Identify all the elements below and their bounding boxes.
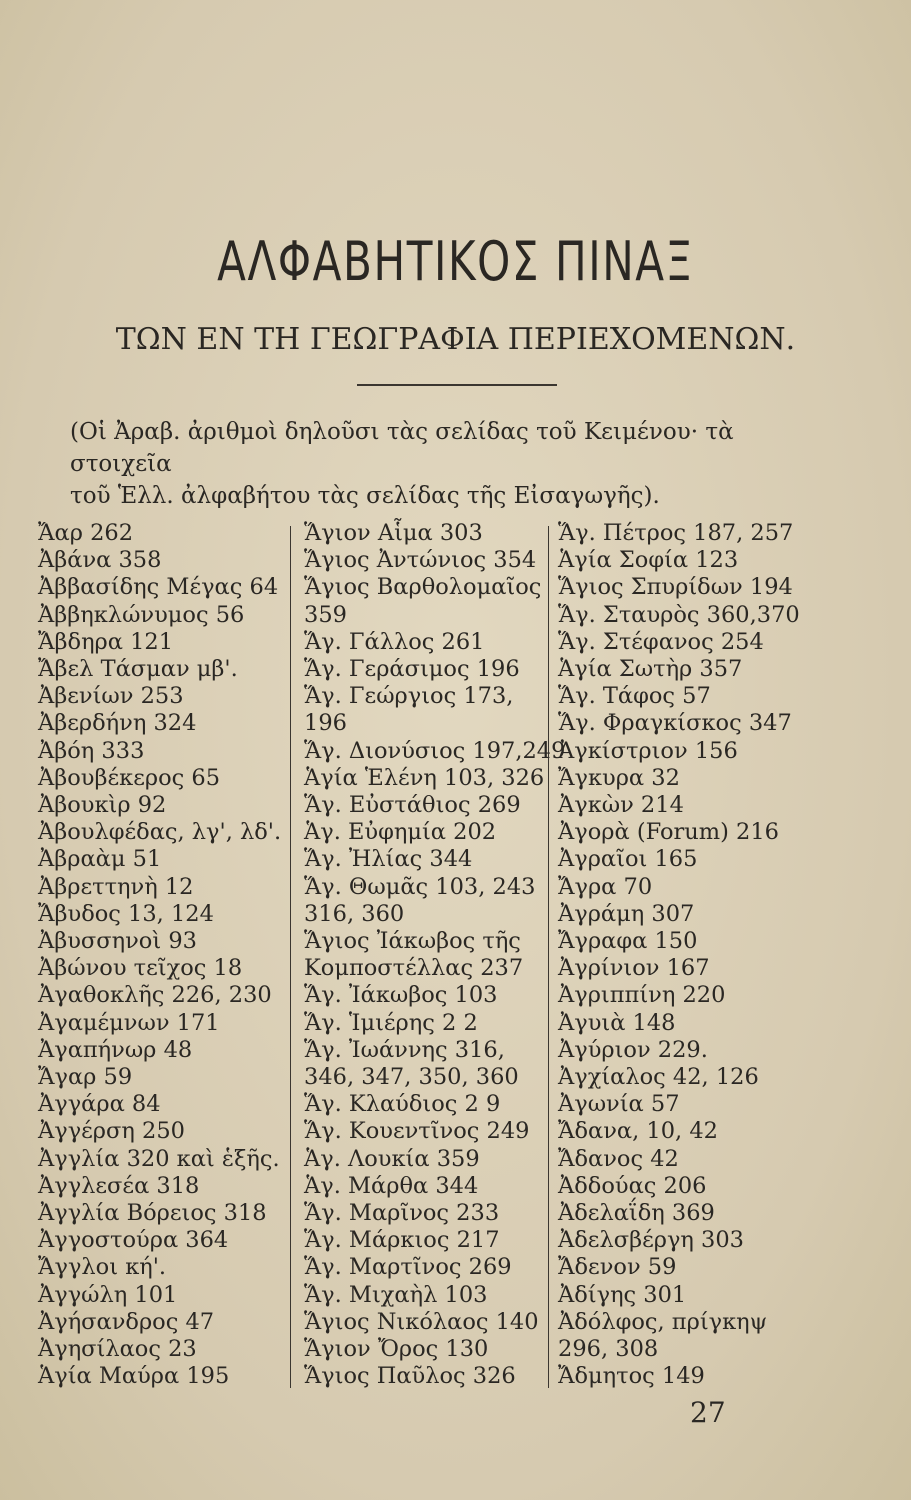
index-entry: Ἅγιος Ἰάκωβος τῆς [304, 928, 521, 955]
index-entry: Ἁγ. Μάρθα 344 [304, 1172, 479, 1199]
index-entry: Ἁγία Ἑλένη 103, 326 [304, 764, 545, 791]
index-entry: Ἀβραὰμ 51 [38, 846, 162, 873]
index-entry: Ἀββασίδης Μέγας 64 [38, 574, 279, 601]
index-entry: Ἀγριππίνη 220 [558, 982, 726, 1009]
index-entry: Ἀδίγης 301 [558, 1281, 687, 1308]
index-entry: Ἀγκὼν 214 [558, 792, 684, 819]
index-entry: Ἀγαμέμνων 171 [38, 1009, 220, 1036]
index-entry: Ἀγορὰ (Forum) 216 [558, 819, 779, 846]
page-title: ΑΛΦΑΒΗΤΙΚΟΣ ΠΙΝΑΞ [217, 230, 694, 293]
index-entry: 346, 347, 350, 360 [304, 1064, 519, 1091]
index-entry: Ἅγ. Μιχαὴλ 103 [304, 1281, 488, 1308]
index-entry: Ἀγυιὰ 148 [558, 1009, 676, 1036]
index-entry: Ἀβρεττηνὴ 12 [38, 873, 194, 900]
index-entry: Ἅγ. Ἠλίας 344 [304, 846, 473, 873]
index-entry: Ἅγ. Ἰωάννης 316, [304, 1036, 505, 1063]
index-entry: Ἅγ. Ἰάκωβος 103 [304, 982, 498, 1009]
index-entry: Ἅγ. Στέφανος 254 [558, 628, 764, 655]
index-entry: Ἀδελαΐδη 369 [558, 1200, 715, 1227]
index-entry: Ἅγ. Εὐστάθιος 269 [304, 792, 521, 819]
index-entry: Ἀγγέρση 250 [38, 1118, 185, 1145]
index-entry: Ἀδόλφος, πρίγκηψ [558, 1308, 768, 1335]
index-entry: Ἀγγλεσέα 318 [38, 1172, 200, 1199]
index-entry: Ἄγγλοι κή'. [38, 1254, 167, 1281]
index-entry: Ἄβυδος 13, 124 [38, 900, 214, 927]
index-entry: Ἄδανα, 10, 42 [558, 1118, 718, 1145]
index-entry: Ἅγιος Ἀντώνιος 354 [304, 547, 537, 574]
index-entry: Ἀγαπήνωρ 48 [38, 1036, 193, 1063]
index-entry: Ἄδμητος 149 [558, 1363, 705, 1390]
index-entry: Ἀβουλφέδας, λγ', λδ'. [38, 819, 282, 846]
index-entry: Ἅγ. Μαρτῖνος 269 [304, 1254, 512, 1281]
index-entry: Ἀγησίλαος 23 [38, 1336, 197, 1363]
index-entry: 196 [304, 710, 347, 737]
index-entry: Ἀβάνα 358 [38, 547, 162, 574]
index-entry: Ἀγωνία 57 [558, 1091, 680, 1118]
index-entry: Ἀβουβέκερος 65 [38, 764, 221, 791]
index-entry: Ἁγία Μαύρα 195 [38, 1363, 230, 1390]
index-entry: 359 [304, 601, 347, 628]
index-entry: 296, 308 [558, 1336, 659, 1363]
index-entry: Ἅγιος Σπυρίδων 194 [558, 574, 793, 601]
index-entry: Ἅγ. Μάρκιος 217 [304, 1227, 500, 1254]
index-column-3 [550, 520, 823, 1391]
index-entry: Κομποστέλλας 237 [304, 955, 524, 982]
index-entry: Ἅγ. Κλαύδιος 2 9 [304, 1091, 501, 1118]
index-column-2 [296, 520, 566, 1391]
index-entry: Ἀβώνου τεῖχος 18 [38, 955, 243, 982]
index-entry: Ἀγκίστριον 156 [558, 737, 738, 764]
index-entry: Ἀδελσβέργη 303 [558, 1227, 744, 1254]
index-entry: Ἁγ. Εὐφημία 202 [304, 819, 497, 846]
index-column-1 [38, 520, 290, 1391]
index-entry: Ἅγ. Γεώργιος 173, [304, 683, 514, 710]
index-entry: Ἀγρίνιον 167 [558, 955, 710, 982]
index-entry: Ἀγγάρα 84 [38, 1091, 161, 1118]
index-entry: Ἀγραῖοι 165 [558, 846, 698, 873]
index-entry: Ἀβόη 333 [38, 737, 145, 764]
index-entry: Ἀγαθοκλῆς 226, 230 [38, 982, 272, 1009]
index-entry: Ἅγ. Φραγκίσκος 347 [558, 710, 792, 737]
index-entry: Ἁγία Σωτὴρ 357 [558, 656, 743, 683]
page-subtitle: ΤΩΝ ΕΝ ΤΗ ΓΕΩΓΡΑΦΙΑ ΠΕΡΙΕΧΟΜΕΝΩΝ. [115, 322, 796, 357]
index-entry: Ἅγ. Γεράσιμος 196 [304, 656, 520, 683]
column-divider-1 [290, 526, 291, 1388]
index-entry: Ἀγχίαλος 42, 126 [558, 1064, 759, 1091]
index-entry: Ἅγ. Πέτρος 187, 257 [558, 520, 794, 546]
index-entry: Ἅγιον Αἷμα 303 [304, 520, 483, 546]
index-entry: Ἁγ. Λουκία 359 [304, 1145, 480, 1172]
index-entry: Ἄαρ 262 [38, 520, 134, 546]
index-entry: Ἅγ. Σταυρὸς 360,370 [558, 601, 800, 628]
index-entry: Ἀγήσανδρος 47 [38, 1308, 215, 1335]
index-entry: Ἅγιος Νικόλαος 140 [304, 1308, 539, 1335]
index-entry: Ἅγιον Ὄρος 130 [304, 1336, 489, 1363]
index-entry: 316, 360 [304, 900, 405, 927]
index-entry: Ἀββηκλώνυμος 56 [38, 601, 245, 628]
index-entry: Ἀγύριον 229. [558, 1036, 708, 1063]
index-entry: Ἅγ. Μαρῖνος 233 [304, 1200, 500, 1227]
index-entry: Ἄβδηρα 121 [38, 628, 174, 655]
index-entry: Ἀδδούας 206 [558, 1172, 707, 1199]
index-entry: Ἅγ. Διονύσιος 197,249 [304, 737, 566, 764]
title-rule [357, 384, 557, 386]
index-entry: Ἄγρα 70 [558, 873, 653, 900]
index-entry: Ἅγιος Παῦλος 326 [304, 1363, 516, 1390]
index-entry: Ἅγ. Τάφος 57 [558, 683, 711, 710]
index-entry: Ἀβερδήνη 324 [38, 710, 197, 737]
index-entry: Ἄγραφα 150 [558, 928, 698, 955]
index-entry: Ἅγ. Γάλλος 261 [304, 628, 485, 655]
index-entry: Ἅγιος Βαρθολομαῖος [304, 574, 542, 601]
explanatory-note [70, 416, 830, 512]
index-entry: Ἅγ. Ἱμιέρης 2 2 [304, 1009, 478, 1036]
index-entry: Ἄβελ Τάσμαν μβ'. [38, 656, 238, 683]
index-entry: Ἅγ. Κουεντῖνος 249 [304, 1118, 530, 1145]
index-entry: Ἀβουκὶρ 92 [38, 792, 167, 819]
index-entry: Ἀγγλία 320 καὶ ἑξῆς. [38, 1145, 280, 1172]
note-line-2: τοῦ Ἑλλ. ἀλφαβήτου τὰς σελίδας τῆς Εἰσαγωγῆς). [70, 483, 660, 509]
note-line-1: (Οἱ Ἀραβ. ἀριθμοὶ δηλοῦσι τὰς σελίδας τοῦ Κειμένου· τὰ στοιχεῖα [70, 419, 734, 477]
index-entry: Ἀγγλία Βόρειος 318 [38, 1200, 267, 1227]
index-entry: Ἀγγοστούρα 364 [38, 1227, 229, 1254]
index-entry: Ἀβυσσηνοὶ 93 [38, 928, 197, 955]
index-entry: Ἀγράμη 307 [558, 900, 695, 927]
index-entry: Ἄδανος 42 [558, 1145, 679, 1172]
index-entry: Ἄγκυρα 32 [558, 764, 680, 791]
index-entry: Ἀγγώλη 101 [38, 1281, 178, 1308]
column-divider-2 [548, 526, 549, 1388]
index-entry: Ἁγία Σοφία 123 [558, 547, 739, 574]
index-entry: Ἄδενον 59 [558, 1254, 677, 1281]
index-entry: Ἅγ. Θωμᾶς 103, 243 [304, 873, 536, 900]
page-number: 27 [690, 1396, 726, 1429]
index-entry: Ἀβενίων 253 [38, 683, 184, 710]
index-entry: Ἄγαρ 59 [38, 1064, 133, 1091]
